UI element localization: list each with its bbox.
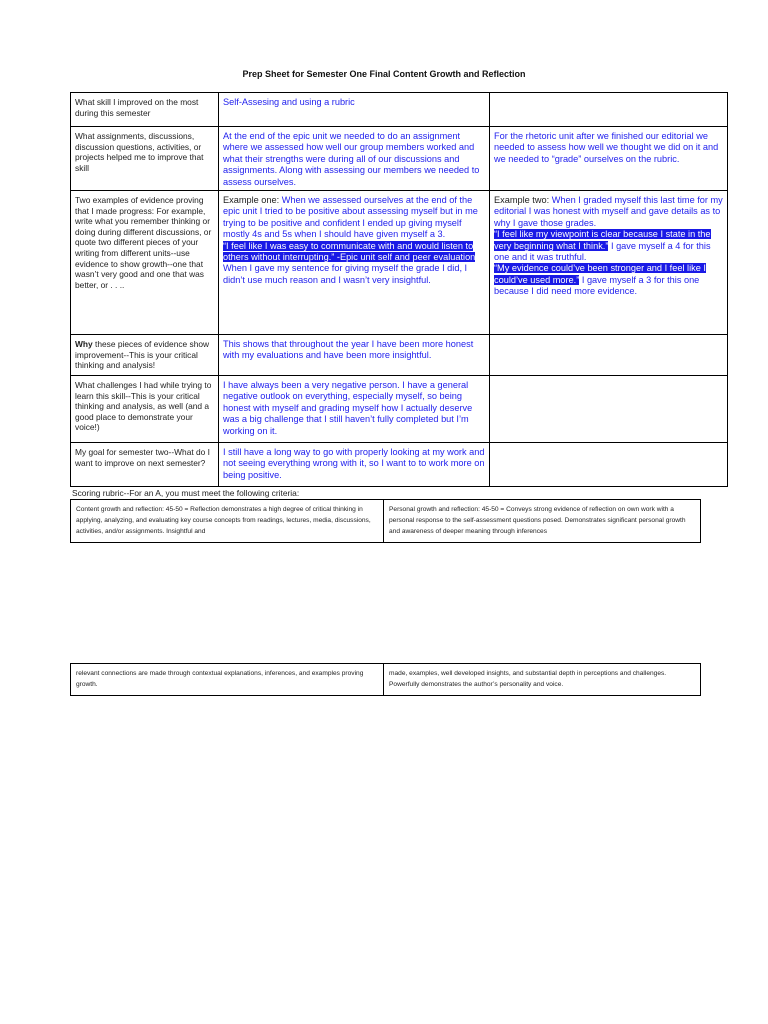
answer-cell[interactable]: I still have a long way to go with properly looking at my work and not seeing everything wrong with it, so I want to to work more on being positive. — [219, 443, 490, 487]
why-text: these pieces of evidence show improvement--This is your critical thinking and analysis! — [75, 339, 210, 371]
answer-cell-2[interactable] — [490, 376, 728, 443]
example-two-quote-1: “I feel like my viewpoint is clear because I state in the very beginning what I think.” — [494, 229, 711, 251]
answer-cell[interactable]: At the end of the epic unit we needed to do an assignment where we assessed how well our group members worked and what their strengths were during all of our discussions and assignments. Along with assessing our members we needed to assess ourselves. — [219, 127, 490, 191]
example-two-quote-2: “My evidence could’ve been stronger and I feel like I could’ve used more.” — [494, 263, 706, 285]
table-row — [71, 335, 728, 376]
example-one-label: Example one: — [223, 195, 280, 206]
question-cell: My goal for semester two--What do I want to improve on next semester? — [71, 443, 219, 487]
question-cell: What skill I improved on the most during this semester — [71, 93, 219, 127]
rubric-personal-growth-cont: made, examples, well developed insights, and substantial depth in perceptions and challenges. Powerfully demonstrates the author’s personality and voice. — [384, 664, 701, 696]
example-two-mid: I gave myself a 4 for this one and it was truthful. — [494, 240, 711, 263]
page-title: Prep Sheet for Semester One Final Content Growth and Reflection — [242, 69, 526, 79]
answer-cell[interactable]: I have always been a very negative person. I have a general negative outlook on everything, especially myself, so being honest with myself and grading myself how I actually deserve was a big challenge that I still haven’t fully completed but I’m working on it. — [219, 376, 490, 443]
rubric-table-bottom — [70, 663, 701, 696]
rubric-table-top — [70, 499, 701, 543]
example-two-text: When I graded myself this last time for my editorial I was honest with myself and gave details as to why I gave those grades. — [494, 195, 723, 228]
prep-table — [70, 92, 728, 487]
question-cell — [71, 335, 219, 376]
answer-cell-2[interactable]: For the rhetoric unit after we finished our editorial we needed to assess how well we thought we did on it and we needed to “grade” ourselves on the rubric. — [490, 127, 728, 191]
example-two-end: I gave myself a 3 for this one because I did need more evidence. — [494, 274, 700, 297]
example-two-label: Example two: — [494, 195, 550, 206]
question-cell: What assignments, discussions, discussion questions, activities, or projects helped me to improve that skill — [71, 127, 219, 191]
answer-cell-2[interactable] — [490, 443, 728, 487]
answer-cell[interactable]: Self-Assesing and using a rubric — [219, 93, 490, 127]
table-row — [71, 500, 701, 543]
example-one-after: When I gave my sentence for giving myself the grade I did, I didn’t use much reason and I wasn’t very insightful. — [223, 263, 468, 285]
table-row — [71, 93, 728, 127]
table-row — [71, 127, 728, 191]
example-one-quote: “I feel like I was easy to communicate with and would listen to others without interrupting.” -Epic unit self and peer evaluation — [223, 240, 476, 263]
why-bold: Why — [75, 339, 93, 350]
example-one-text: When we assessed ourselves at the end of the epic unit I tried to be positive about assessing myself but in me trying to be positive and confident I ended up giving myself mostly 4s and 5s when I should have given myself a 3. — [223, 195, 478, 240]
rubric-content-growth-cont: relevant connections are made through contextual explanations, inferences, and examples proving growth. — [71, 664, 384, 696]
table-row — [71, 376, 728, 443]
example-two-cell[interactable] — [490, 191, 728, 335]
rubric-content-growth: Content growth and reflection: 45-50 = Reflection demonstrates a high degree of critical thinking in applying, analyzing, and evaluating key course concepts from readings, lectures, media, discussions, activities, and/or assignments. Insightful and — [71, 500, 384, 543]
answer-cell-2[interactable] — [490, 335, 728, 376]
example-one-cell[interactable] — [219, 191, 490, 335]
answer-cell[interactable]: This shows that throughout the year I have been more honest with my evaluations and have been more insightful. — [219, 335, 490, 376]
rubric-personal-growth: Personal growth and reflection: 45-50 = Conveys strong evidence of reflection on own work with a personal response to the self-assessment questions posed. Demonstrates significant personal growth and awareness of deeper meaning through inferences — [384, 500, 701, 543]
table-row — [71, 191, 728, 335]
table-row — [71, 443, 728, 487]
answer-cell-2[interactable] — [490, 93, 728, 127]
question-cell: What challenges I had while trying to learn this skill--This is your critical thinking and analysis, as well (and a good place to demonstrate your voice!) — [71, 376, 219, 443]
table-row — [71, 664, 701, 696]
scoring-rubric-heading: Scoring rubric--For an A, you must meet the following criteria: — [72, 488, 300, 498]
question-cell: Two examples of evidence proving that I made progress: For example, write what you remember thinking or doing during different discussions, or quote two different pieces of your writing from different units--use evidence to show growth--one that wasn’t very good and one that was better, or . . .. — [71, 191, 219, 335]
